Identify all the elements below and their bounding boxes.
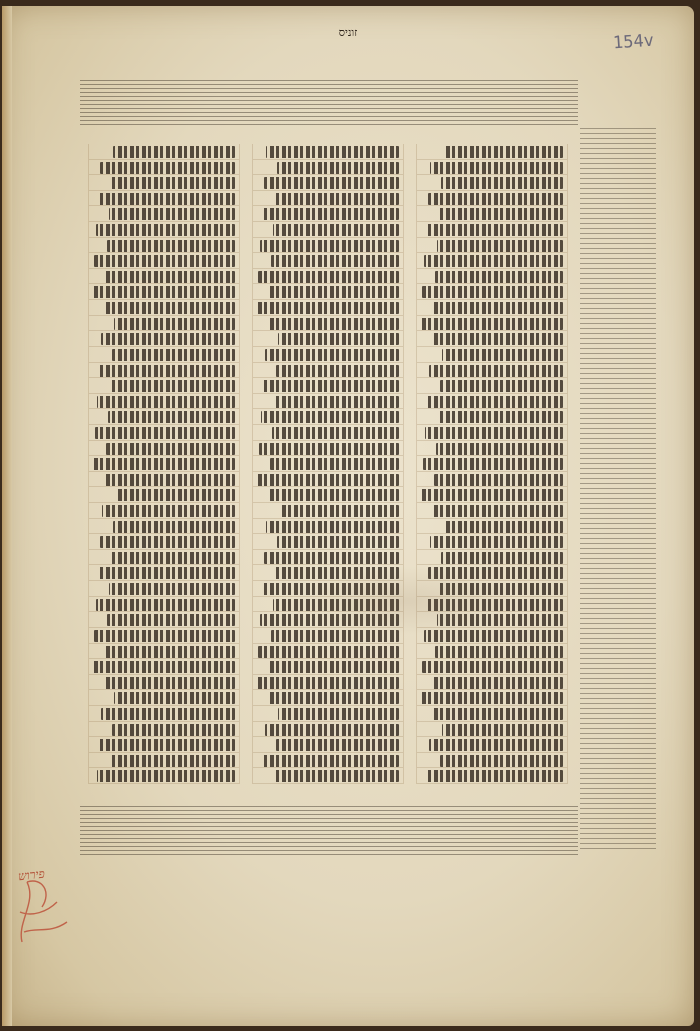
ruling-line — [253, 674, 403, 675]
script-line — [97, 396, 235, 408]
script-line — [256, 302, 399, 314]
script-line — [99, 365, 235, 377]
ruling-line — [253, 783, 403, 784]
ruling-line — [417, 705, 567, 706]
script-line — [427, 396, 563, 408]
ruling-line — [253, 221, 403, 222]
ruling-line — [89, 721, 239, 722]
ruling-line — [417, 643, 567, 644]
ruling-line — [253, 205, 403, 206]
ruling-line — [89, 689, 239, 690]
script-line — [423, 458, 563, 470]
ruling-line — [89, 346, 239, 347]
script-line — [268, 489, 399, 501]
script-line — [261, 411, 399, 423]
script-line — [442, 724, 563, 736]
script-line — [431, 708, 563, 720]
script-line — [267, 318, 399, 330]
script-line — [98, 193, 235, 205]
top-commentary-block — [80, 80, 578, 128]
script-line — [104, 474, 235, 486]
running-head: זוניס — [338, 26, 358, 39]
ruling-line — [89, 627, 239, 628]
ruling-line — [89, 518, 239, 519]
ruling-line — [417, 346, 567, 347]
script-line — [264, 177, 399, 189]
ruling-line — [89, 471, 239, 472]
script-line — [110, 380, 235, 392]
ruling-line — [89, 424, 239, 425]
script-line — [428, 193, 563, 205]
ruling-line — [253, 190, 403, 191]
ruling-line — [417, 252, 567, 253]
script-line — [92, 661, 235, 673]
ruling-line — [417, 205, 567, 206]
ruling-line — [89, 533, 239, 534]
ruling-line — [253, 346, 403, 347]
ruling-line — [89, 283, 239, 284]
ruling-line — [417, 393, 567, 394]
script-line — [436, 443, 563, 455]
script-line — [101, 708, 235, 720]
script-line — [279, 505, 399, 517]
ruling-line — [417, 736, 567, 737]
script-line — [99, 739, 235, 751]
script-line — [106, 443, 235, 455]
script-line — [429, 739, 563, 751]
ruling-line — [253, 486, 403, 487]
ruling-line — [417, 424, 567, 425]
script-line — [420, 692, 563, 704]
ruling-line — [253, 408, 403, 409]
script-line — [437, 240, 563, 252]
script-line — [442, 349, 563, 361]
text-column-middle — [252, 144, 404, 784]
ruling-line — [89, 299, 239, 300]
script-line — [100, 162, 235, 174]
script-line — [277, 536, 399, 548]
ruling-line — [89, 174, 239, 175]
ruling-line — [417, 767, 567, 768]
script-line — [92, 286, 235, 298]
ruling-line — [253, 518, 403, 519]
ruling-line — [417, 330, 567, 331]
script-line — [431, 333, 563, 345]
script-line — [435, 646, 563, 658]
ruling-line — [89, 377, 239, 378]
script-line — [424, 255, 563, 267]
ruling-line — [417, 299, 567, 300]
script-line — [429, 365, 563, 377]
script-line — [109, 208, 235, 220]
script-line — [262, 208, 399, 220]
ruling-line — [253, 455, 403, 456]
script-line — [443, 521, 563, 533]
ruling-line — [253, 377, 403, 378]
script-line — [94, 630, 235, 642]
script-line — [276, 739, 399, 751]
manuscript-folio — [2, 6, 694, 1026]
script-line — [264, 552, 399, 564]
script-line — [111, 177, 235, 189]
ruling-line — [89, 362, 239, 363]
ruling-line — [89, 596, 239, 597]
script-line — [440, 755, 563, 767]
ruling-line — [89, 237, 239, 238]
script-line — [266, 521, 399, 533]
ruling-line — [417, 689, 567, 690]
script-line — [276, 365, 399, 377]
script-line — [275, 193, 399, 205]
script-line — [100, 536, 235, 548]
script-line — [425, 427, 563, 439]
script-line — [439, 208, 563, 220]
ruling-line — [89, 190, 239, 191]
bottom-commentary-block — [80, 806, 578, 856]
script-line — [111, 552, 235, 564]
ruling-line — [417, 174, 567, 175]
script-line — [101, 333, 235, 345]
ruling-line — [253, 549, 403, 550]
script-line — [103, 302, 235, 314]
script-line — [422, 286, 563, 298]
ruling-line — [89, 408, 239, 409]
ruling-line — [89, 205, 239, 206]
folio-number: 154v — [612, 30, 655, 54]
script-line — [103, 677, 235, 689]
ruling-line — [253, 471, 403, 472]
ruling-line — [417, 674, 567, 675]
ruling-line — [253, 159, 403, 160]
ruling-line — [253, 440, 403, 441]
ruling-line — [417, 471, 567, 472]
ruling-line — [253, 174, 403, 175]
ruling-line — [253, 393, 403, 394]
ruling-line — [89, 549, 239, 550]
ruling-line — [417, 408, 567, 409]
ruling-line — [417, 486, 567, 487]
ruling-line — [253, 268, 403, 269]
script-line — [113, 146, 235, 158]
ruling-line — [253, 315, 403, 316]
ruling-line — [253, 689, 403, 690]
script-line — [95, 427, 235, 439]
ruling-line — [417, 221, 567, 222]
script-line — [114, 692, 235, 704]
script-line — [258, 646, 399, 658]
ruling-line — [253, 362, 403, 363]
script-line — [426, 224, 563, 236]
script-line — [430, 162, 563, 174]
ruling-line — [89, 736, 239, 737]
ruling-line — [89, 393, 239, 394]
binding-edge — [2, 6, 12, 1026]
script-line — [112, 724, 235, 736]
ruling-line — [253, 237, 403, 238]
script-line — [438, 411, 563, 423]
script-line — [263, 755, 399, 767]
ruling-line — [417, 377, 567, 378]
ruling-line — [417, 268, 567, 269]
ruling-line — [89, 658, 239, 659]
ruling-line — [253, 252, 403, 253]
script-line — [115, 489, 235, 501]
ruling-line — [89, 564, 239, 565]
script-line — [434, 474, 563, 486]
ruling-line — [253, 705, 403, 706]
script-line — [93, 458, 235, 470]
ruling-line — [89, 330, 239, 331]
script-line — [435, 271, 563, 283]
script-line — [433, 677, 563, 689]
script-line — [96, 224, 235, 236]
ruling-line — [89, 159, 239, 160]
script-line — [107, 614, 235, 626]
script-line — [94, 255, 235, 267]
ruling-line — [89, 643, 239, 644]
ruling-line — [89, 486, 239, 487]
ruling-line — [417, 159, 567, 160]
script-line — [256, 677, 399, 689]
script-line — [273, 224, 399, 236]
ruling-line — [417, 455, 567, 456]
ruling-line — [417, 752, 567, 753]
script-line — [277, 162, 399, 174]
script-line — [269, 286, 399, 298]
ruling-line — [89, 315, 239, 316]
ruling-line — [417, 518, 567, 519]
ruling-line — [253, 533, 403, 534]
script-line — [272, 427, 399, 439]
ruling-line — [253, 283, 403, 284]
script-line — [278, 333, 399, 345]
margin-note: פירוש — [17, 866, 46, 884]
ruling-line — [253, 752, 403, 753]
ruling-line — [253, 299, 403, 300]
script-line — [257, 474, 399, 486]
side-gloss-column — [580, 128, 656, 852]
ruling-line — [89, 580, 239, 581]
ruling-line — [417, 190, 567, 191]
script-line — [108, 411, 235, 423]
ruling-line — [417, 237, 567, 238]
script-line — [430, 536, 563, 548]
script-line — [96, 599, 235, 611]
script-line — [274, 396, 399, 408]
ruling-line — [253, 767, 403, 768]
ruling-line — [89, 221, 239, 222]
script-line — [420, 318, 563, 330]
script-line — [266, 146, 399, 158]
ruling-line — [89, 767, 239, 768]
script-line — [105, 271, 235, 283]
script-line — [270, 458, 399, 470]
ruling-line — [417, 783, 567, 784]
ruling-line — [253, 643, 403, 644]
script-line — [97, 770, 235, 782]
script-line — [98, 567, 235, 579]
ruling-line — [89, 268, 239, 269]
script-line — [427, 770, 563, 782]
script-line — [112, 349, 235, 361]
script-line — [421, 489, 563, 501]
ruling-line — [89, 674, 239, 675]
ruling-line — [253, 736, 403, 737]
ruling-line — [89, 502, 239, 503]
script-line — [102, 505, 235, 517]
ruling-line — [417, 283, 567, 284]
text-column-right — [416, 144, 568, 784]
ruling-line — [253, 330, 403, 331]
ruling-line — [417, 533, 567, 534]
ruling-line — [89, 611, 239, 612]
script-line — [114, 318, 235, 330]
script-line — [269, 661, 399, 673]
ruling-line — [417, 549, 567, 550]
script-line — [440, 380, 563, 392]
ruling-line — [253, 502, 403, 503]
ruling-line — [417, 658, 567, 659]
ruling-line — [253, 721, 403, 722]
ruling-line — [89, 440, 239, 441]
script-line — [107, 240, 235, 252]
ruling-line — [89, 252, 239, 253]
ruling-line — [89, 783, 239, 784]
ruling-line — [417, 721, 567, 722]
ruling-line — [89, 752, 239, 753]
ruling-line — [417, 362, 567, 363]
text-column-left — [88, 144, 240, 784]
script-line — [263, 380, 399, 392]
script-line — [443, 146, 563, 158]
script-line — [274, 770, 399, 782]
script-line — [267, 692, 399, 704]
script-line — [260, 240, 399, 252]
ruling-line — [253, 424, 403, 425]
script-line — [110, 755, 235, 767]
ruling-line — [89, 455, 239, 456]
script-line — [105, 646, 235, 658]
script-line — [258, 271, 399, 283]
script-line — [113, 521, 235, 533]
script-line — [265, 724, 399, 736]
script-line — [259, 443, 399, 455]
script-line — [278, 708, 399, 720]
script-line — [109, 583, 235, 595]
script-line — [433, 302, 563, 314]
ruling-line — [417, 315, 567, 316]
script-line — [271, 255, 399, 267]
script-line — [422, 661, 563, 673]
ruling-line — [89, 705, 239, 706]
ruling-line — [417, 502, 567, 503]
ruling-line — [417, 440, 567, 441]
script-line — [441, 177, 563, 189]
ruling-line — [253, 658, 403, 659]
script-line — [265, 349, 399, 361]
main-text-block — [88, 144, 568, 784]
paper-stain — [302, 566, 512, 636]
script-line — [441, 552, 563, 564]
script-line — [432, 505, 563, 517]
